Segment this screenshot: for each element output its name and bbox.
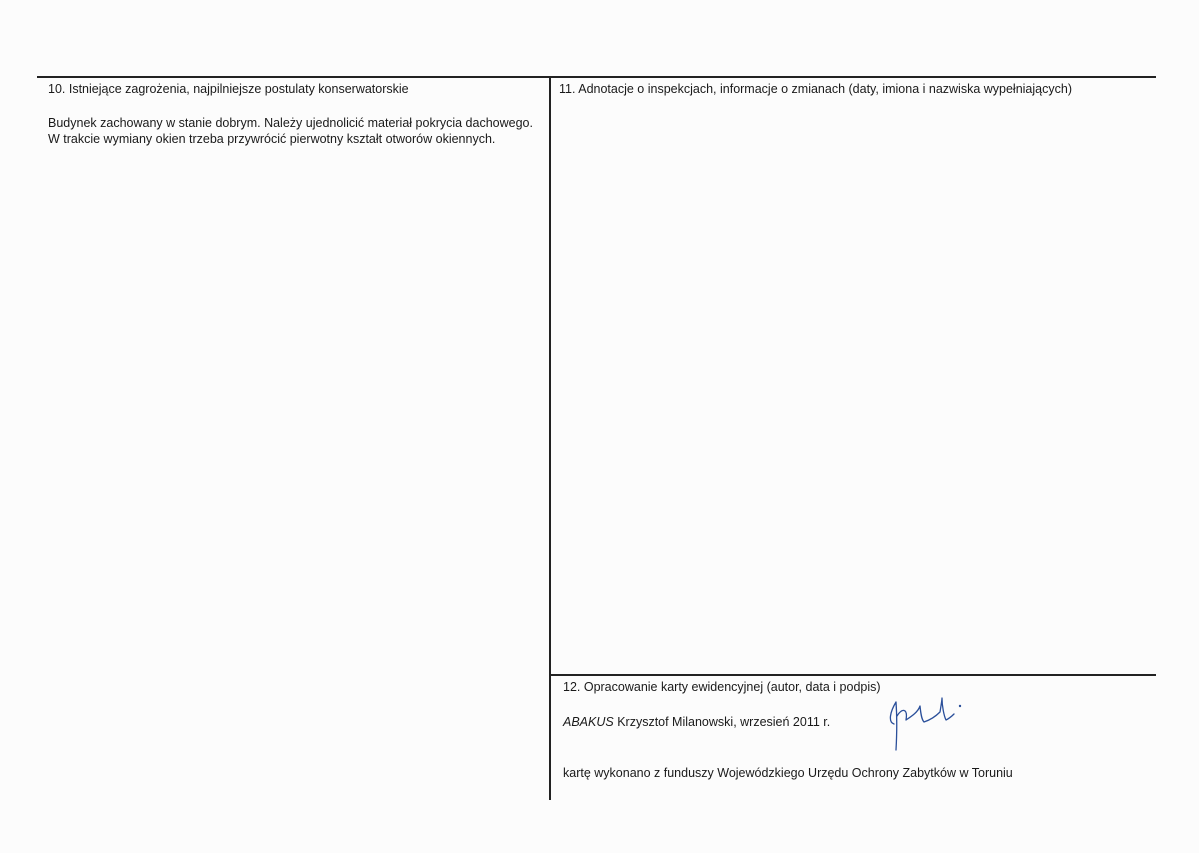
section12-divider-line [549, 674, 1156, 676]
signature-dot [959, 705, 961, 707]
section10-body-text: Budynek zachowany w stanie dobrym. Należy ujednolicić materiał pokrycia dachowego. W trakcie wymiany okien trzeba przywrócić pierwotny kształt otworów okiennych. [48, 116, 533, 146]
column-divider-line [549, 76, 551, 800]
organization-name: ABAKUS [563, 715, 614, 729]
section11-heading: 11. Adnotacje o inspekcjach, informacje o zmianach (daty, imiona i nazwiska wypełniających) [559, 82, 1072, 96]
author-line [563, 714, 830, 730]
section10-heading: 10. Istniejące zagrożenia, najpilniejsze postulaty konserwatorskie [48, 82, 409, 96]
signature-stroke [890, 698, 954, 750]
top-divider-line [37, 76, 1156, 78]
handwritten-signature [884, 694, 964, 754]
author-and-date: Krzysztof Milanowski, wrzesień 2011 r. [613, 715, 831, 729]
section12-heading: 12. Opracowanie karty ewidencyjnej (autor, data i podpis) [563, 680, 881, 694]
funding-note: kartę wykonano z funduszy Wojewódzkiego Urzędu Ochrony Zabytków w Toruniu [563, 766, 1013, 780]
